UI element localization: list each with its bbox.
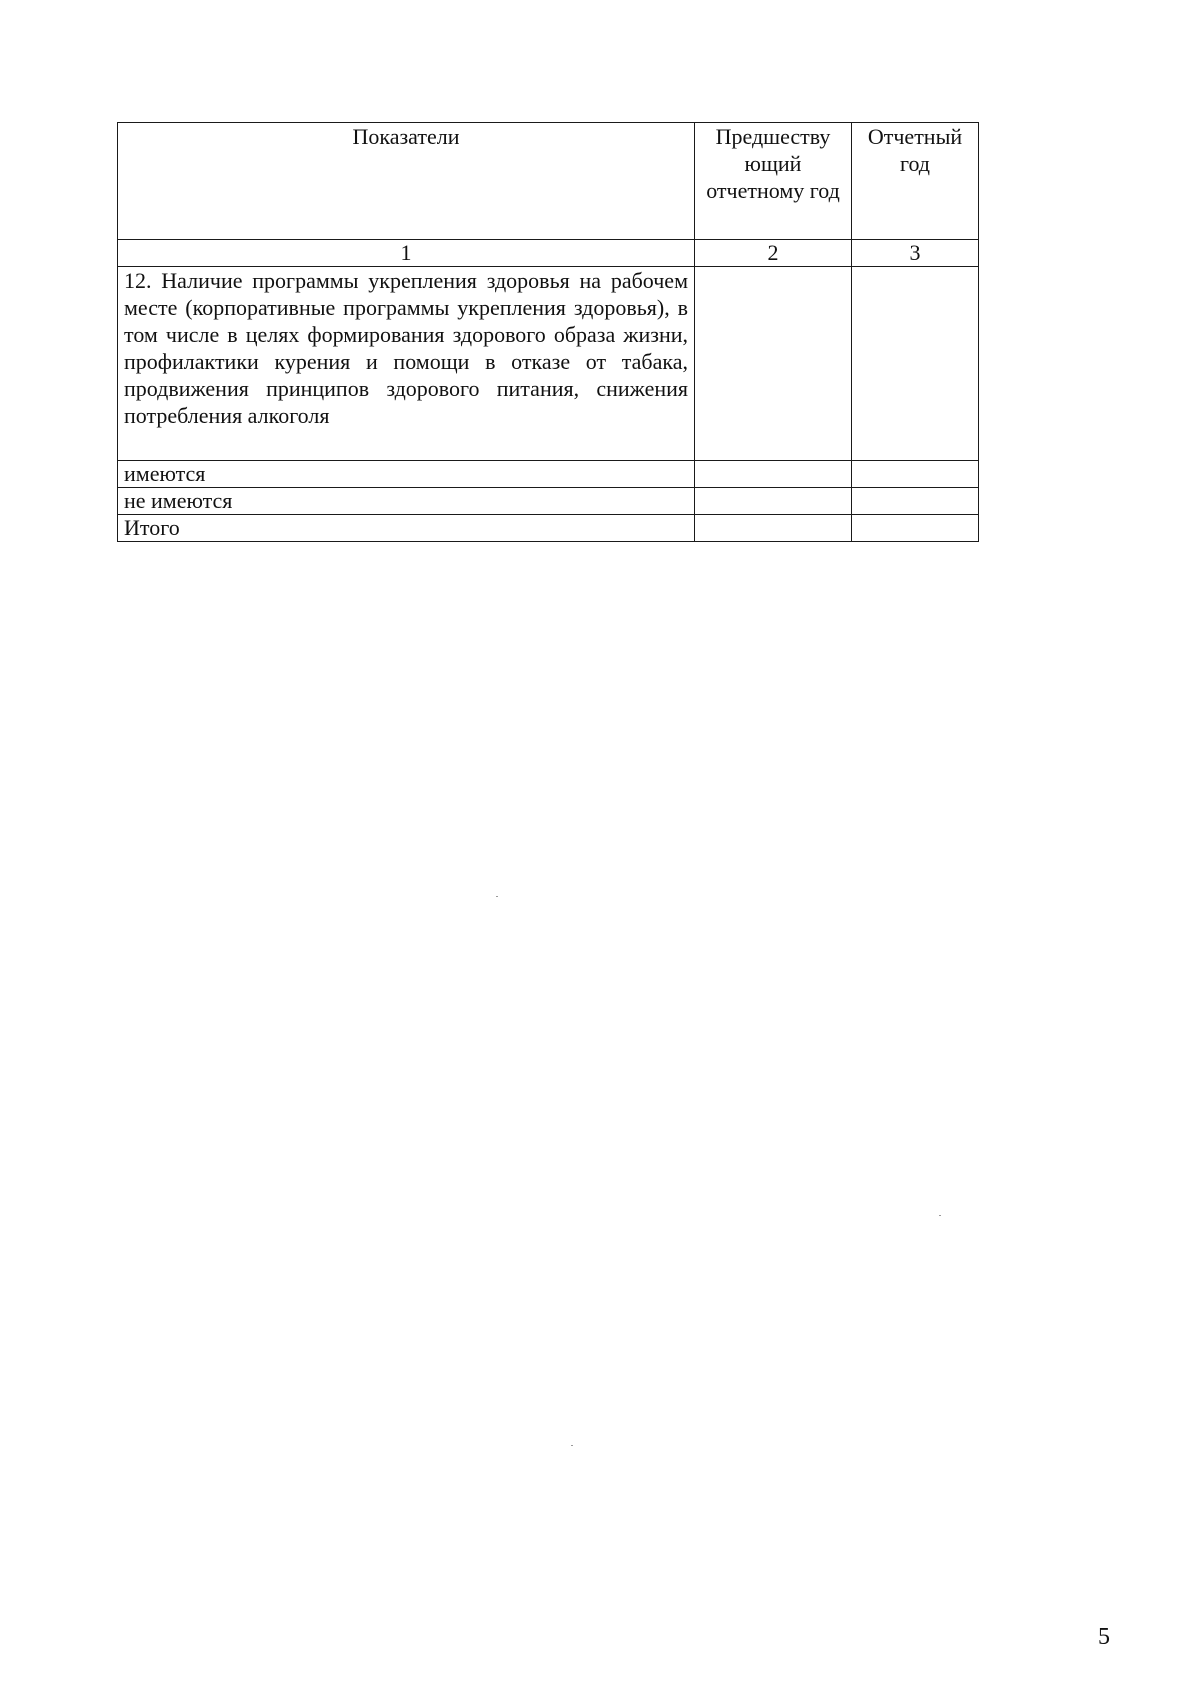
scan-speck — [939, 1215, 941, 1216]
row-prev-value — [695, 488, 852, 515]
row-label: не имеются — [118, 488, 695, 515]
column-number-2: 2 — [695, 240, 852, 267]
row-current-value — [852, 461, 979, 488]
row-label: Итого — [118, 515, 695, 542]
indicator-prev-value — [695, 267, 852, 461]
column-number-row — [118, 240, 979, 267]
header-previous-year: Предшеству ющий отчетному год — [695, 123, 852, 240]
scan-speck — [496, 896, 498, 897]
indicator-row — [118, 267, 979, 461]
header-reporting-year: Отчетный год — [852, 123, 979, 240]
row-label: имеются — [118, 461, 695, 488]
header-indicators: Показатели — [118, 123, 695, 240]
indicator-description: 12. Наличие программы укрепления здоровья на рабочем месте (корпоративные программы укрепления здоровья), в том числе в целях формирования здорового образа жизни, профилактики курения и помощи в отказе от табака, продвижения принципов здорового питания, снижения потребления алкоголя — [118, 267, 695, 461]
table-row — [118, 515, 979, 542]
row-current-value — [852, 515, 979, 542]
table-header-row — [118, 123, 979, 240]
indicator-current-value — [852, 267, 979, 461]
row-prev-value — [695, 461, 852, 488]
page-number: 5 — [1098, 1624, 1110, 1650]
column-number-1: 1 — [118, 240, 695, 267]
row-prev-value — [695, 515, 852, 542]
table-row — [118, 461, 979, 488]
table-row — [118, 488, 979, 515]
indicators-table — [117, 122, 979, 542]
scan-speck — [571, 1445, 573, 1446]
row-current-value — [852, 488, 979, 515]
column-number-3: 3 — [852, 240, 979, 267]
